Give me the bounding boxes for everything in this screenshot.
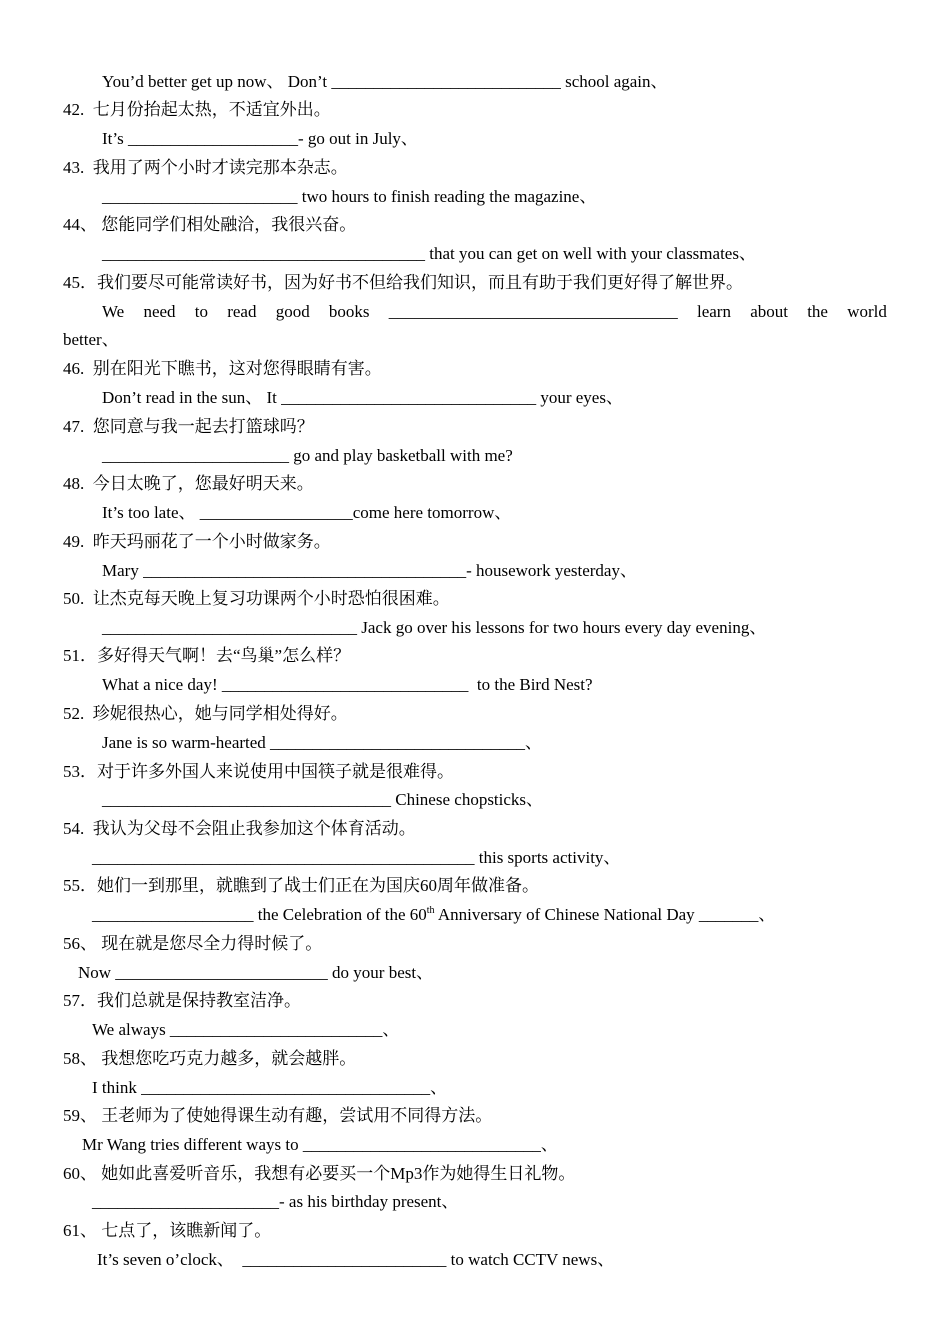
text-segment: Anniversary of Chinese National Day _______、 — [434, 905, 776, 924]
question-55-english — [92, 905, 775, 925]
question-43: 43. 我用了两个小时才读完那本杂志。 — [63, 158, 348, 177]
question-50: 50. 让杰克每天晚上复习功课两个小时恐怕很困难。 — [63, 589, 450, 608]
word: world — [847, 302, 887, 321]
question-59: 59、 王老师为了使她得课生动有趣，尝试用不同得方法。 — [63, 1106, 493, 1125]
text-line: Now _________________________ do your best、 — [78, 963, 434, 982]
question-51: 51．多好得天气啊！去“鸟巢”怎么样？ — [63, 646, 351, 665]
question-56: 56、 现在就是您尽全力得时候了。 — [63, 934, 323, 953]
question-53: 53．对于许多外国人来说使用中国筷子就是很难得。 — [63, 762, 454, 781]
question-49: 49. 昨天玛丽花了一个小时做家务。 — [63, 532, 331, 551]
question-42: 42. 七月份抬起太热，不适宜外出。 — [63, 100, 331, 119]
text-segment: ___________________ the Celebration of the 60 — [92, 905, 427, 924]
text-line: __________________________________ Chinese chopsticks、 — [102, 790, 544, 809]
question-58: 58、 我想您吃巧克力越多，就会越胖。 — [63, 1049, 357, 1068]
word: learn — [696, 302, 731, 321]
text-line: We always _________________________、 — [92, 1020, 400, 1039]
question-52: 52. 珍妮很热心，她与同学相处得好。 — [63, 704, 348, 723]
question-48: 48. 今日太晚了，您最好明天来。 — [63, 474, 314, 493]
question-46: 46. 别在阳光下瞧书，这对您得眼睛有害。 — [63, 359, 382, 378]
text-line: ______________________- as his birthday present、 — [92, 1192, 459, 1211]
question-44: 44、 您能同学们相处融洽，我很兴奋。 — [63, 215, 357, 234]
text-line: It’s seven o’clock、 ________________________ to watch CCTV news、 — [97, 1250, 615, 1269]
text-line: Jane is so warm-hearted ______________________________、 — [102, 733, 543, 752]
word: to — [194, 302, 208, 321]
ordinal-superscript: th — [426, 905, 435, 916]
question-54: 54. 我认为父母不会阻止我参加这个体育活动。 — [63, 819, 416, 838]
question-57: 57．我们总就是保持教室洁净。 — [63, 991, 301, 1010]
text-line: ______________________ go and play basketball with me? — [102, 446, 513, 465]
question-60: 60、 她如此喜爱听音乐，我想有必要买一个Mp3作为她得生日礼物。 — [63, 1164, 576, 1183]
word: books — [328, 302, 370, 321]
text-line: It’s too late、 __________________come here tomorrow、 — [102, 503, 512, 522]
answer-blank: __________________________________ — [388, 302, 678, 321]
word: the — [807, 302, 828, 321]
word: good — [275, 302, 310, 321]
text-line: You’d better get up now、 Don’t ___________________________ school again、 — [102, 72, 668, 91]
text-line: Don’t read in the sun、 It ______________________________ your eyes、 — [102, 388, 623, 407]
question-47: 47. 您同意与我一起去打篮球吗？ — [63, 417, 314, 436]
question-45: 45．我们要尽可能常读好书，因为好书不但给我们知识，而且有助于我们更好得了解世界。 — [63, 273, 743, 292]
text-line: better、 — [63, 330, 119, 349]
text-line: _____________________________________________ this sports activity、 — [92, 848, 621, 867]
text-line: ______________________________ Jack go over his lessons for two hours every day evening、 — [102, 618, 767, 637]
text-line: What a nice day! _____________________________ to the Bird Nest? — [102, 675, 593, 694]
word: need — [143, 302, 176, 321]
question-45-english — [102, 302, 887, 322]
word: about — [750, 302, 788, 321]
text-line: Mr Wang tries different ways to ____________________________、 — [82, 1135, 558, 1154]
text-line: ______________________________________ that you can get on well with your classmates、 — [102, 244, 756, 263]
text-line: I think __________________________________、 — [92, 1078, 448, 1097]
text-line: Mary ______________________________________- housework yesterday、 — [102, 561, 637, 580]
question-55: 55．她们一到那里，就瞧到了战士们正在为国庆60周年做准备。 — [63, 876, 539, 895]
text-line: _______________________ two hours to finish reading the magazine、 — [102, 187, 597, 206]
question-61: 61、 七点了，该瞧新闻了。 — [63, 1221, 272, 1240]
text-line: It’s ____________________- go out in July、 — [102, 129, 418, 148]
word: We — [102, 302, 125, 321]
word: read — [227, 302, 257, 321]
